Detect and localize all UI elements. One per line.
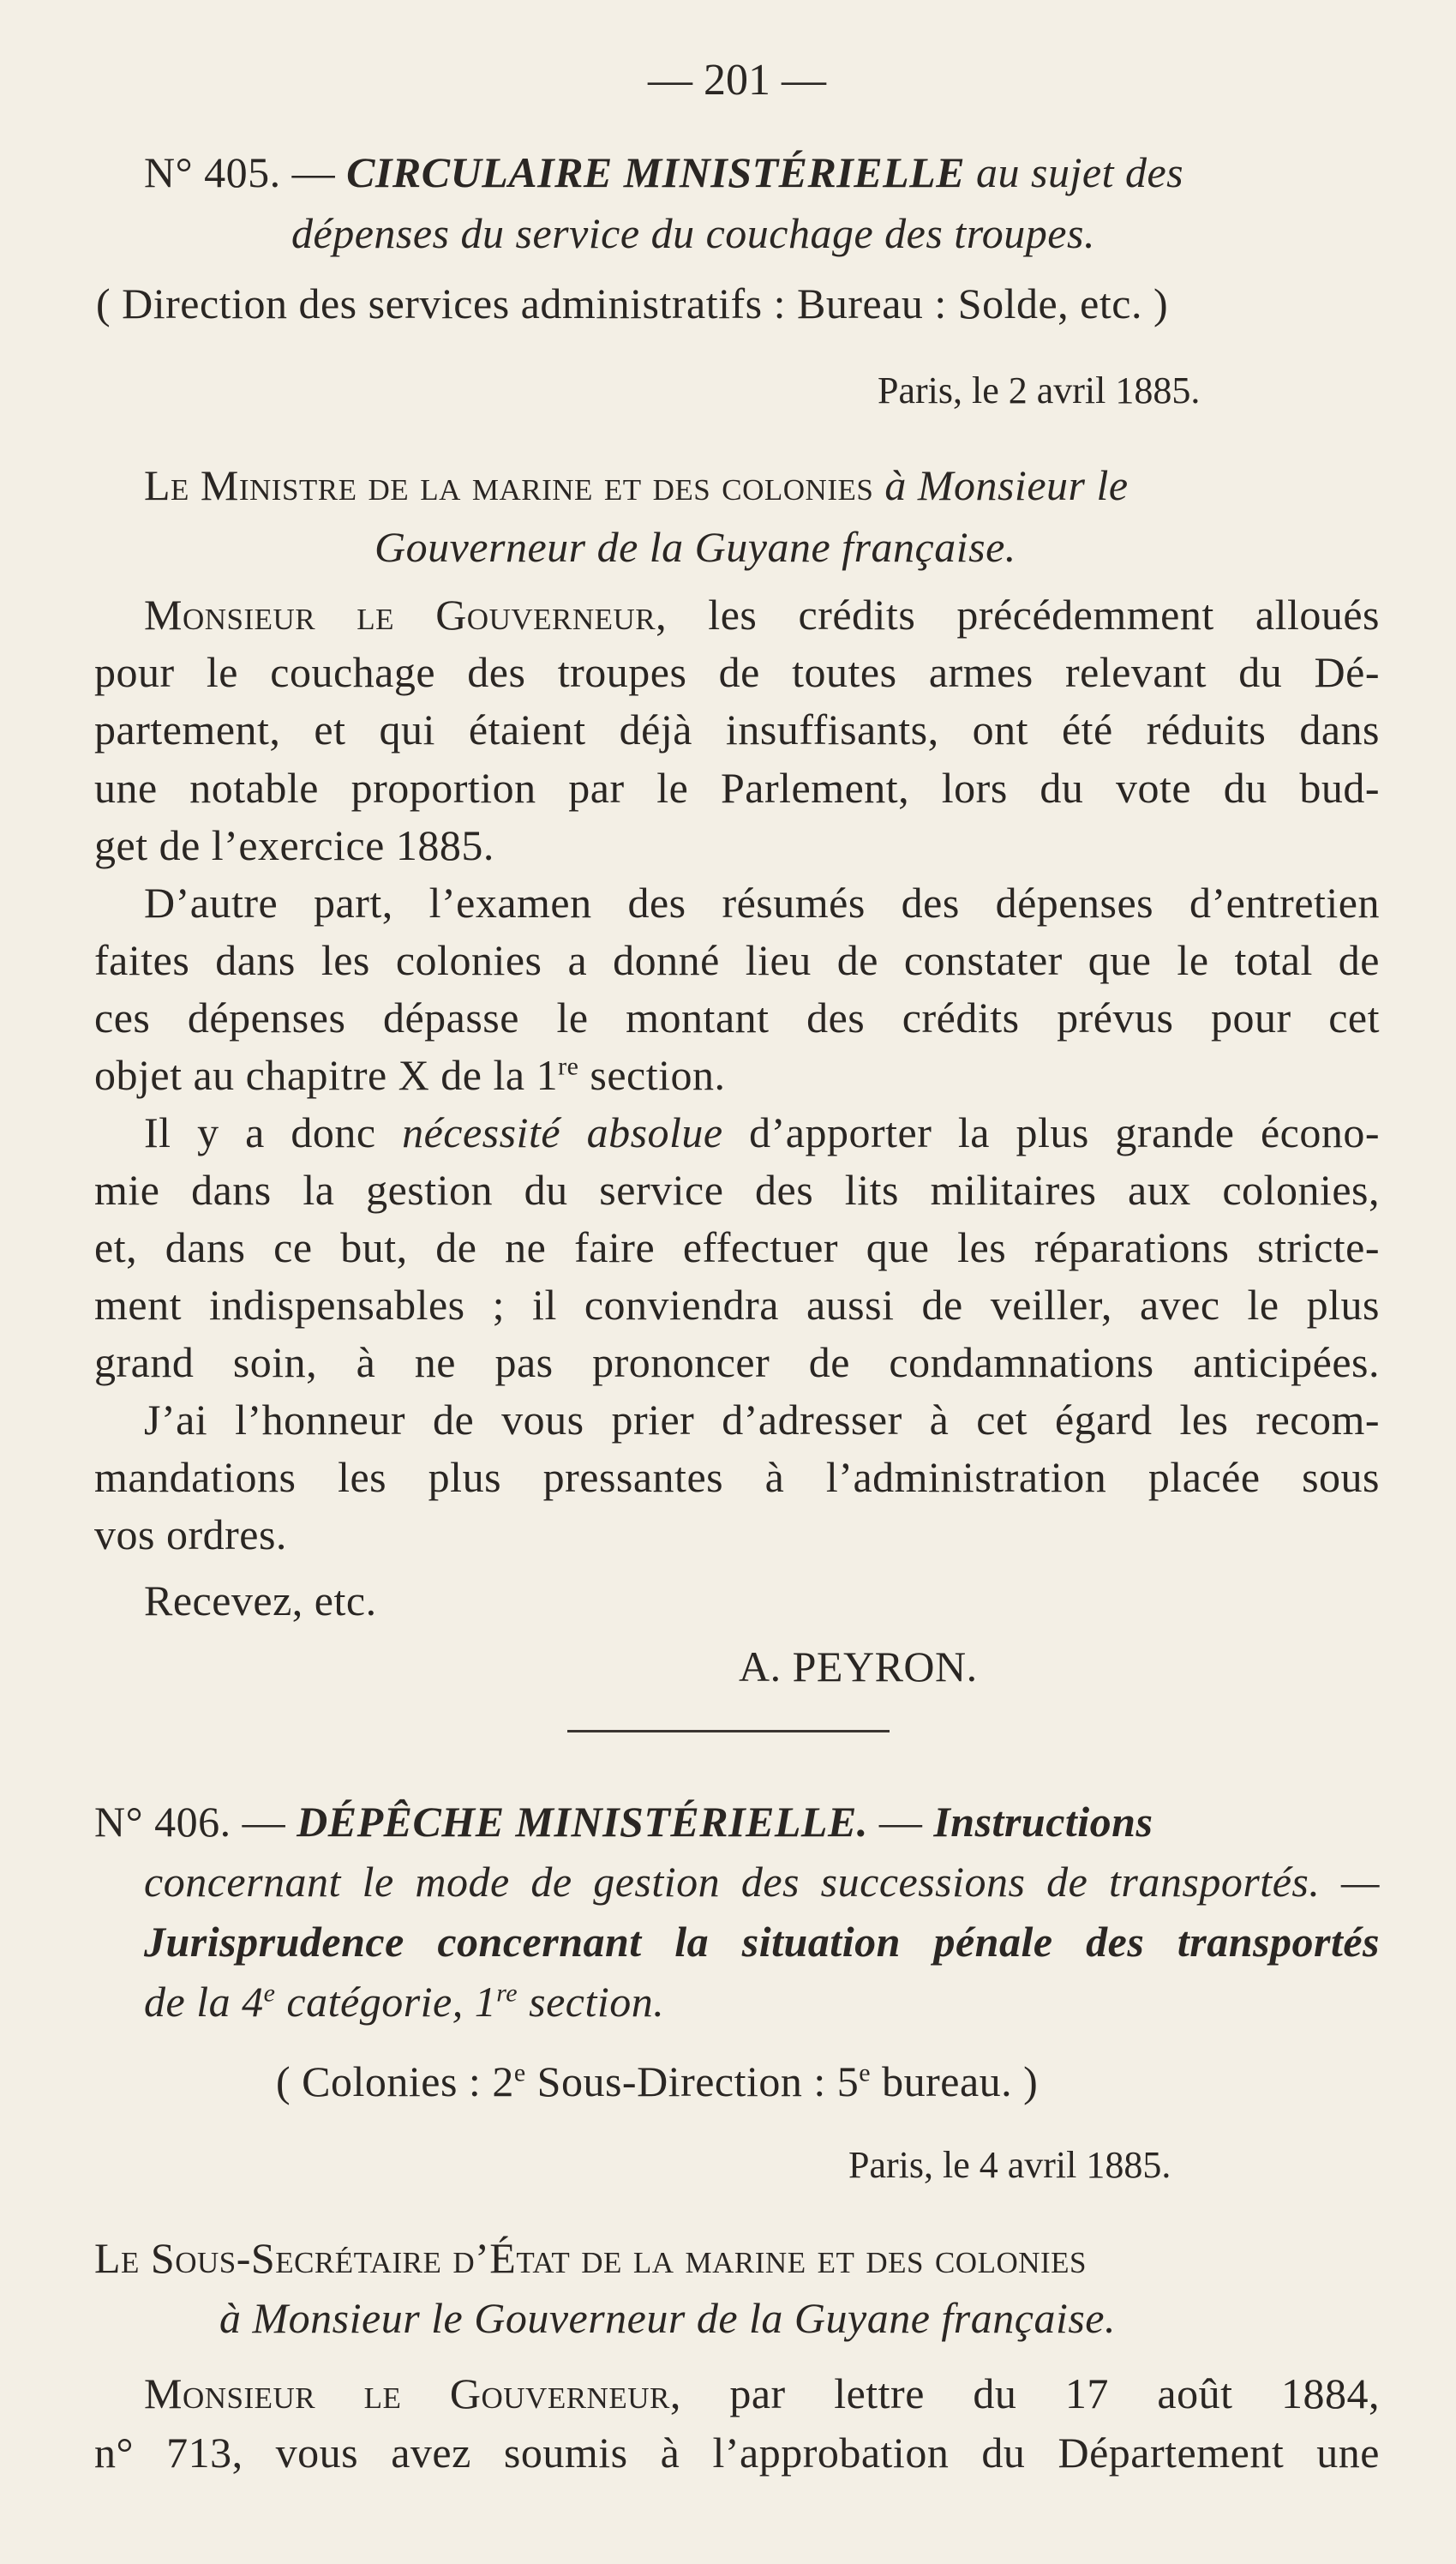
doc405-address-line1: Le Ministre de la marine et des colonies à Monsieur le: [144, 461, 1129, 509]
doc405-address-line2: Gouverneur de la Guyane française.: [374, 523, 1016, 571]
doc406-dateline: Paris, le 4 avril 1885.: [848, 2144, 1171, 2186]
doc405-body-line: Il y a donc nécessité absolue d’apporter la plus grande écono-: [144, 1108, 1380, 1156]
doc405-body-line: grand soin, à ne pas prononcer de condamnations anticipées.: [94, 1338, 1380, 1386]
page-number: — 201 —: [648, 56, 826, 105]
doc405-body-line: objet au chapitre X de la 1re section.: [94, 1051, 726, 1099]
doc405-title: CIRCULAIRE MINISTÉRIELLE: [346, 148, 966, 196]
doc406-heading-line3: Jurisprudence concernant la situation pénale des transportés: [144, 1918, 1380, 1966]
doc405-body-line: pour le couchage des troupes de toutes armes relevant du Dé-: [94, 648, 1380, 696]
doc405-body-line: partement, et qui étaient déjà insuffisants, ont été réduits dans: [94, 706, 1380, 754]
doc405-closing: Recevez, etc.: [144, 1576, 377, 1624]
doc405-body-line: ces dépenses dépasse le montant des crédits prévus pour cet: [94, 994, 1380, 1042]
doc405-body-line: get de l’exercice 1885.: [94, 821, 494, 869]
doc405-body-line: faites dans les colonies a donné lieu de constater que le total de: [94, 936, 1380, 984]
doc405-heading: N° 405. — CIRCULAIRE MINISTÉRIELLE au sujet des: [144, 148, 1184, 196]
doc405-body-line: D’autre part, l’examen des résumés des dépenses d’entretien: [144, 879, 1380, 927]
doc405-subject-start: au sujet des: [976, 148, 1184, 196]
doc406-direction: ( Colonies : 2e Sous-Direction : 5e bureau. ): [276, 2057, 1039, 2105]
doc405-body-line: Monsieur le Gouverneur, les crédits précédemment alloués: [144, 591, 1380, 639]
doc405-body-line: J’ai l’honneur de vous prier d’adresser à cet égard les recom-: [144, 1396, 1380, 1444]
doc405-dateline: Paris, le 2 avril 1885.: [878, 369, 1201, 411]
doc405-body-line: mandations les plus pressantes à l’administration placée sous: [94, 1453, 1380, 1501]
doc406-address-line2: à Monsieur le Gouverneur de la Guyane française.: [219, 2294, 1116, 2342]
doc405-body-line: une notable proportion par le Parlement, lors du vote du bud-: [94, 764, 1380, 812]
doc405-heading-line2: dépenses du service du couchage des troupes.: [291, 209, 1095, 257]
doc405-body-line: vos ordres.: [94, 1510, 287, 1558]
doc405-signature: A. PEYRON.: [739, 1642, 978, 1690]
doc405-body-line: mie dans la gestion du service des lits militaires aux colonies,: [94, 1166, 1380, 1214]
section-divider: [567, 1730, 890, 1732]
doc406-body-line: Monsieur le Gouverneur, par lettre du 17 août 1884,: [144, 2369, 1381, 2417]
doc406-heading-line4: de la 4e catégorie, 1re section.: [144, 1978, 665, 2026]
doc406-heading: N° 406. — DÉPÊCHE MINISTÉRIELLE. — Instructions: [94, 1798, 1153, 1846]
doc406-body-line: n° 713, vous avez soumis à l’approbation du Département une: [94, 2429, 1380, 2477]
doc406-heading-line2: concernant le mode de gestion des successions de transportés. —: [144, 1858, 1380, 1906]
doc405-direction: ( Direction des services administratifs : Bureau : Solde, etc. ): [96, 279, 1169, 327]
doc405-body-line: ment indispensables ; il conviendra aussi de veiller, avec le plus: [94, 1281, 1380, 1329]
doc406-address-line1: Le Sous-Secrétaire d’État de la marine et des colonies: [94, 2234, 1087, 2282]
doc405-body-line: et, dans ce but, de ne faire effectuer que les réparations stricte-: [94, 1223, 1380, 1271]
